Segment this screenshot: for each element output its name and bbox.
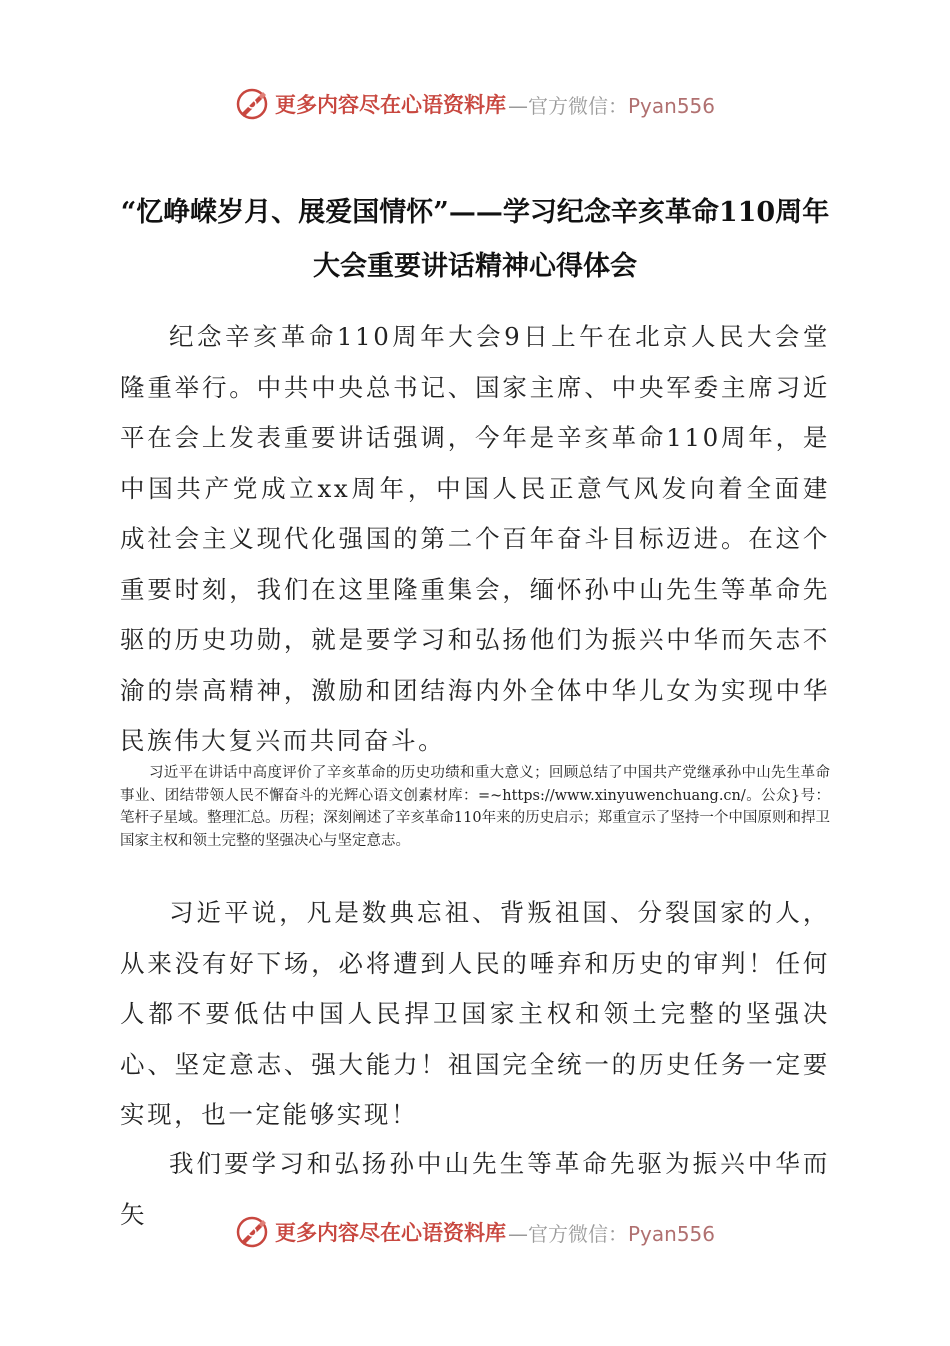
paragraph-4: 我们要学习和弘扬孙中山先生等革命先驱为振兴中华而矢: [120, 1149, 830, 1229]
banner-wechat-label: —官方微信：Pyan556: [507, 93, 715, 118]
banner-wechat-label: —官方微信：Pyan556: [507, 1221, 715, 1246]
paragraph-1: 纪念辛亥革命110周年大会9日上午在北京人民大会堂隆重举行。中共中央总书记、国家主席、中央军委主席习近平在会上发表重要讲话强调，今年是辛亥革命110周年，是中国共产党成立xx周年，中国人民正意气风发向着全面建成社会主义现代化强国的第二个百年奋斗目标迈进。在这个重要时刻，我们在这里隆重集会，缅怀孙中山先生等革命先驱的历史功勋，就是要学习和弘扬他们为振兴中华而矢志不渝的崇高精神，激励和团结海内外全体中华儿女为实现中华民族伟大复兴而共同奋斗。: [120, 322, 830, 755]
pen-logo-icon: [235, 87, 269, 121]
document-title: [100, 186, 850, 294]
title-line-2: 大会重要讲话精神心得体会: [313, 251, 637, 282]
banner-wechat-id: Pyan556: [627, 93, 715, 118]
banner-wechat-id: Pyan556: [627, 1221, 715, 1246]
banner-site-name: 更多内容尽在心语资料库: [274, 1220, 506, 1245]
banner-site-name: 更多内容尽在心语资料库: [274, 92, 506, 117]
paragraph-3: 习近平说，凡是数典忘祖、背叛祖国、分裂国家的人，从来没有好下场，必将遭到人民的唾弃和历史的审判！任何人都不要低估中国人民捍卫国家主权和领土完整的坚强决心、坚定意志、强大能力！祖国完全统一的历史任务一定要实现，也一定能够实现！: [120, 898, 830, 1129]
header-watermark-banner: [0, 80, 950, 128]
footer-watermark-banner: [0, 1208, 950, 1256]
pen-logo-icon: [235, 1215, 269, 1249]
title-line-1: “忆峥嵘岁月、展爱国情怀”——学习纪念辛亥革命110周年: [120, 197, 830, 228]
paragraph-2-small: 习近平在讲话中高度评价了辛亥革命的历史功绩和重大意义；回顾总结了中国共产党继承孙中山先生革命事业、团结带领人民不懈奋斗的光辉心语文创素材库：=~https://www.xinyuwenchuang.cn/。公众}号：笔杆子星域。整理汇总。历程；深刻阐述了辛亥革命110年来的历史启示；郑重宣示了坚持一个中国原则和捍卫国家主权和领土完整的坚强决心与坚定意志。: [120, 765, 830, 849]
